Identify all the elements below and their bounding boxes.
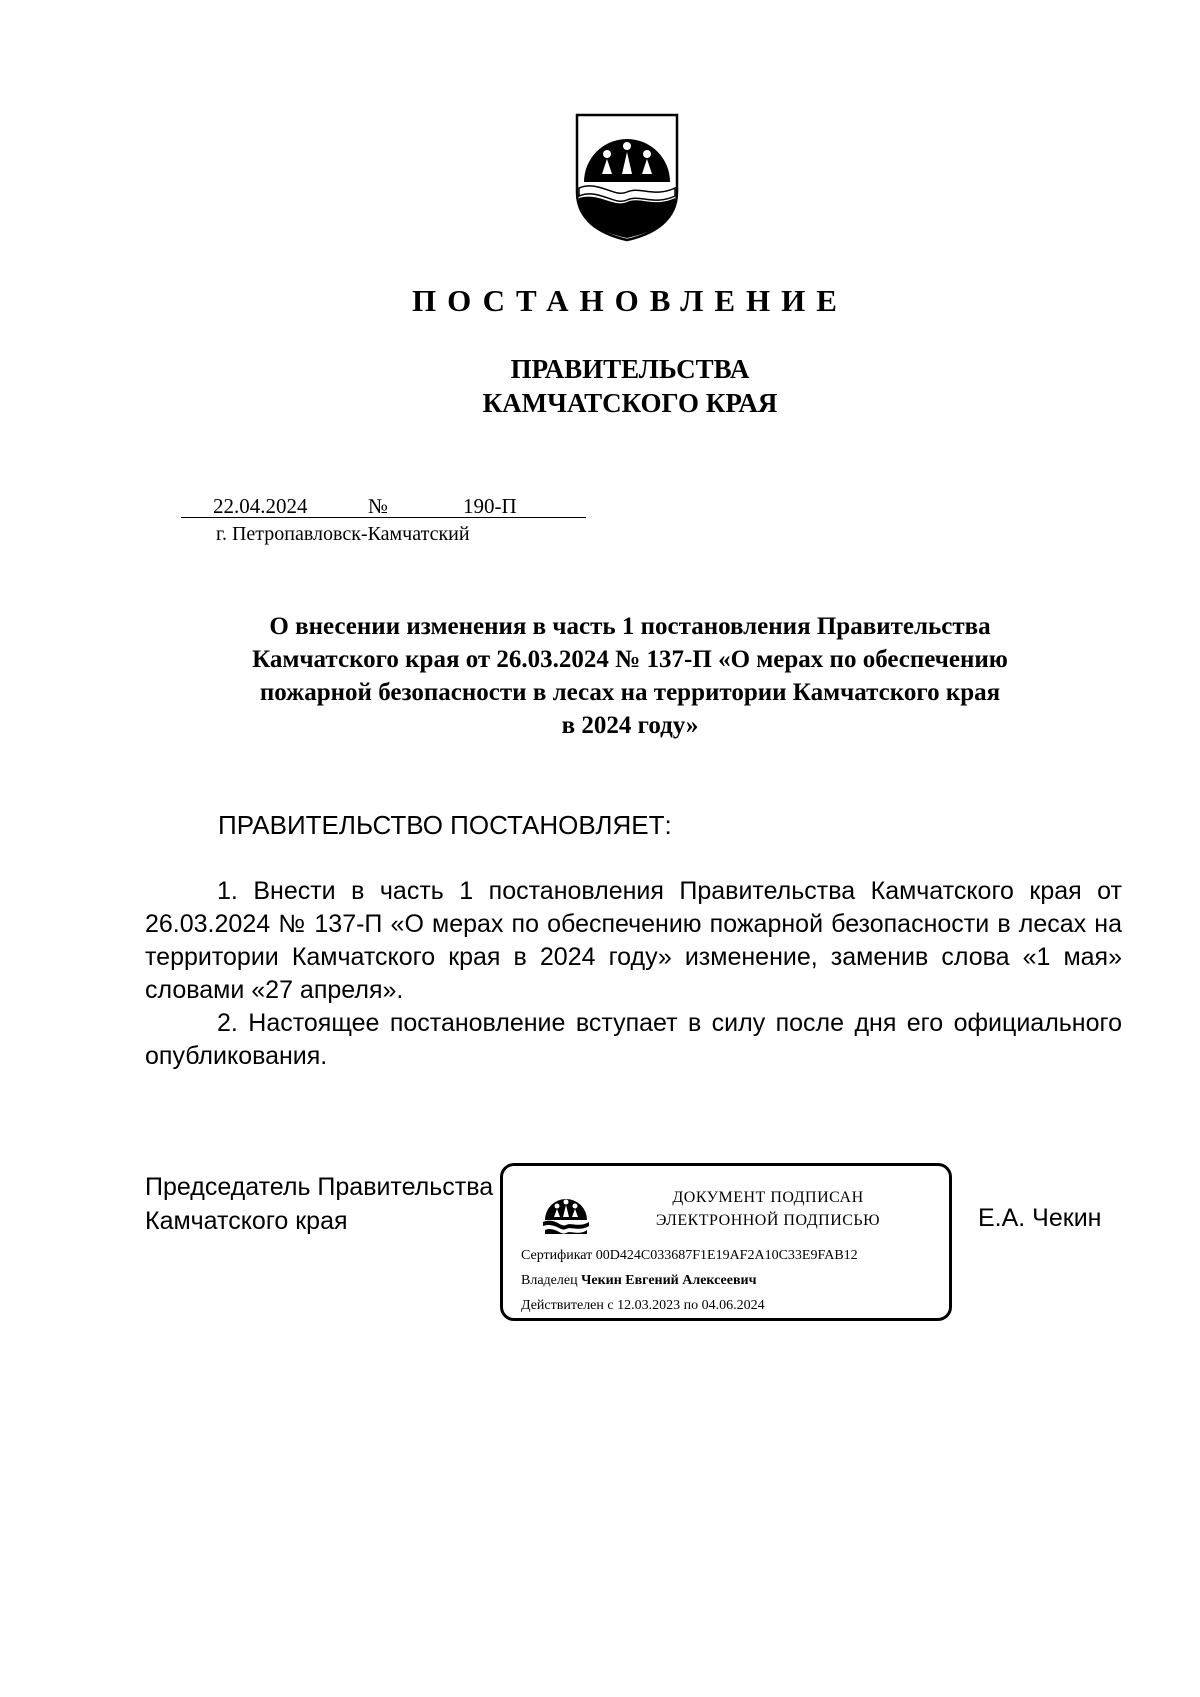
valid-from-label: с [607, 1298, 614, 1313]
subject-line-4: в 2024 году» [561, 712, 699, 739]
valid-label: Действителен [521, 1298, 604, 1313]
subject-line-2: Камчатского края от 26.03.2024 № 137-П «О мерах по обеспечению [252, 646, 1008, 673]
stamp-heading-line-2: ЭЛЕКТРОННОЙ ПОДПИСЬЮ [655, 1212, 881, 1229]
issuer-line-2: КАМЧАТСКОГО КРАЯ [482, 388, 778, 418]
document-body [145, 875, 1122, 1073]
paragraph-2: 2. Настоящее постановление вступает в силу после дня его официального опубликования. [145, 1009, 1122, 1070]
subject-line-1: О внесении изменения в часть 1 постановления Правительства [269, 613, 991, 640]
stamp-emblem-icon [541, 1186, 591, 1240]
issuer-line-1: ПРАВИТЕЛЬСТВА [510, 354, 750, 384]
valid-to-label: по [683, 1298, 699, 1313]
stamp-owner [521, 1273, 756, 1289]
stamp-heading-line-1: ДОКУМЕНТ ПОДПИСАН [672, 1189, 864, 1206]
stamp-validity [521, 1298, 765, 1314]
city-name: г. Петропавловск-Камчатский [216, 523, 470, 545]
signer-name: Е.А. Чекин [978, 1204, 1102, 1232]
owner-value: Чекин Евгений Алексеевич [581, 1273, 757, 1288]
signer-title [145, 1170, 493, 1238]
paragraph-1: 1. Внести в часть 1 постановления Правительства Камчатского края от 26.03.2024 № 137-П «О мерах по обеспечению пожарной безопасности в лесах на территории Камчатского края в 2024 году» изменение, заменив слова «1 мая» словами «27 апреля». [145, 877, 1122, 1004]
document-type-title: ПОСТАНОВЛЕНИЕ [412, 283, 848, 318]
document-subject [0, 610, 1200, 742]
document-number: 190-П [463, 494, 517, 518]
resolves-heading: ПРАВИТЕЛЬСТВО ПОСТАНОВЛЯЕТ: [218, 810, 672, 840]
cert-label: Сертификат [521, 1248, 593, 1263]
signer-title-line-1: Председатель Правительства [145, 1173, 494, 1201]
e-signature-stamp [500, 1163, 952, 1321]
date-number-line [181, 492, 586, 522]
stamp-certificate [521, 1248, 858, 1264]
owner-label: Владелец [521, 1273, 578, 1288]
signer-title-line-2: Камчатского края [145, 1207, 348, 1235]
number-sign: № [368, 494, 389, 518]
valid-from: 12.03.2023 [617, 1298, 681, 1313]
cert-value: 00D424C033687F1E19AF2A10C33E9FAB12 [595, 1248, 858, 1263]
document-date: 22.04.2024 [213, 494, 308, 518]
issuer-name [0, 352, 1200, 420]
stamp-heading [603, 1186, 933, 1232]
subject-line-3: пожарной безопасности в лесах на территории Камчатского края [259, 679, 1001, 706]
coat-of-arms-icon [574, 112, 680, 242]
valid-to: 04.06.2024 [701, 1298, 765, 1313]
